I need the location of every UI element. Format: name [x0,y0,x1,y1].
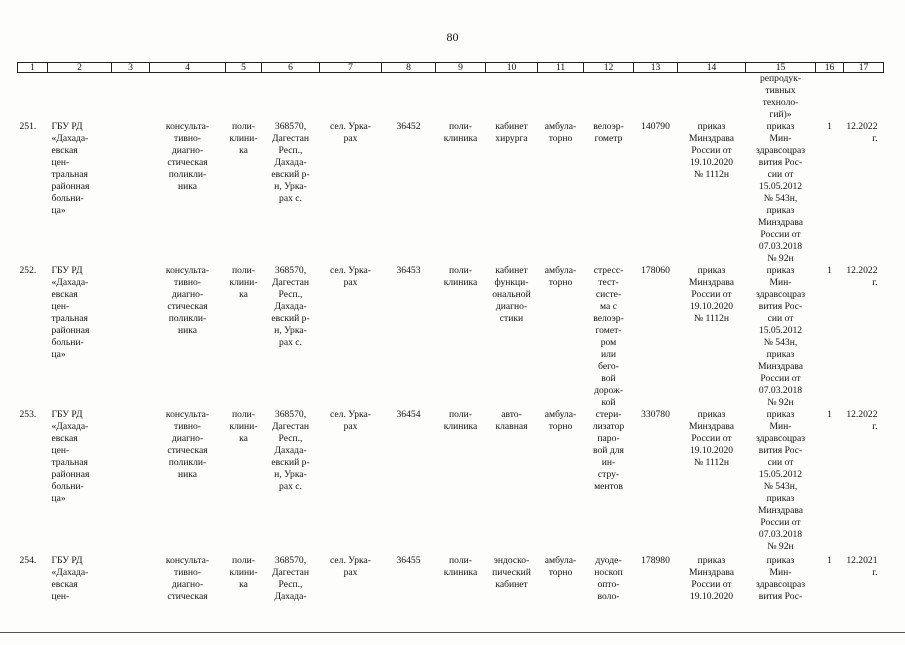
cell-c4: консульта- тивно- диагно- стическая поликли- ника [165,409,210,480]
table-row [18,409,884,555]
cell-c11: амбула- торно [544,121,577,144]
cell-c5: поли- клини- ка [229,265,258,300]
page-number: 80 [446,30,459,44]
cell-c6: 368570, Дагестан Респ., Дахада- евский р- н, Урка- рах с. [271,121,310,204]
cell-c3 [112,409,150,555]
cell-n: 254. [19,555,37,566]
cell-c17: 12.2022 г. [846,121,878,144]
cell-c5: поли- клини- ка [229,555,258,590]
cell-c15: приказ Мин- здравсоцраз вития Рос- сии от 15.05.2012 № 543н, приказ Минздрава России от 07.03.2018 № 92н [755,265,806,408]
cell-c11: амбула- торно [544,265,577,288]
cell-n: 253. [19,409,37,420]
col-header: 15 [746,63,816,73]
table-row [18,121,884,265]
cell-c8: 36454 [396,409,421,420]
cell-c15: приказ Мин- здравсоцраз вития Рос- сии от 15.05.2012 № 543н, приказ Минздрава России от 07.03.2018 № 92н [755,409,806,552]
cell-c10: эндоско- пический кабинет [492,555,531,590]
cell-c13: 178980 [641,555,670,566]
col-header: 10 [486,63,538,73]
cell-c6: 368570, Дагестан Респ., Дахада- евский р- н, Урка- рах с. [271,409,310,492]
cell-c12: стери- лизатор паро- вой для ин- стру- ментов [592,409,625,492]
col-header: 9 [436,63,486,73]
cell-c15: приказ Мин- здравсоцраз вития Рос- [755,555,806,602]
col-header: 2 [48,63,112,73]
cell-c9: поли- клиника [443,409,478,432]
cell-n: 252. [19,265,37,276]
cell-c10: авто- клавная [495,409,528,432]
col-header: 13 [634,63,678,73]
cell-c7: сел. Урка- рах [330,121,371,144]
table-row [18,265,884,409]
col-header: 8 [382,63,436,73]
cell-c9: поли- клиника [443,265,478,288]
col-header: 5 [226,63,262,73]
cell-c14: приказ Минздрава России от 19.10.2020 № 1112н [688,409,734,468]
scan-edge-line [0,632,905,633]
cell-c10: кабинет функци- ональной диагно- стики [492,265,531,324]
column-number-header [18,63,884,73]
cell-c7: сел. Урка- рах [330,265,371,288]
cell-c7: сел. Урка- рах [330,555,371,578]
cell-c4: консульта- тивно- диагно- стическая поликли- ника [165,121,210,192]
cell-c16: 1 [827,121,832,132]
cell-c12: стресс- тест- систе- ма с велоэр- гомет- ром или бего- вой дорож- кой [593,265,624,408]
cell-c16: 1 [827,555,832,566]
cell-c7: сел. Урка- рах [330,409,371,432]
cell-c3 [112,121,150,265]
cell-c13: 330780 [641,409,670,420]
cell-c14: приказ Минздрава России от 19.10.2020 № 1112н [688,265,734,324]
col-header: 12 [584,63,634,73]
cell-c15: приказ Мин- здравсоцраз вития Рос- сии от 15.05.2012 № 543н, приказ Минздрава России от 07.03.2018 № 92н [755,121,806,264]
cell-c17: 12.2022 г. [846,265,878,288]
cell-c4: консульта- тивно- диагно- стическая поликли- ника [165,265,210,336]
cell-c5: поли- клини- ка [229,121,258,156]
col-header: 1 [18,63,48,73]
cell-c6: 368570, Дагестан Респ., Дахада- евский р- н, Урка- рах с. [271,265,310,348]
cell-c2: ГБУ РД «Дахада- евская цен- тральная районная больни- ца» [51,409,90,504]
cell-c12: велоэр- гометр [593,121,624,144]
cell-c9: поли- клиника [443,121,478,144]
cell-c5: поли- клини- ка [229,409,258,444]
carryover-text: репродук- тивных техноло- гий)» [759,73,802,120]
cell-c14: приказ Минздрава России от 19.10.2020 № 1112н [688,121,734,180]
cell-c2: ГБУ РД «Дахада- евская цен- тральная районная больни- ца» [51,265,90,360]
cell-c11: амбула- торно [544,409,577,432]
col-header: 14 [678,63,746,73]
cell-c4: консульта- тивно- диагно- стическая [165,555,210,602]
cell-c9: поли- клиника [443,555,478,578]
col-header: 11 [538,63,584,73]
cell-c2: ГБУ РД «Дахада- евская цен- тральная районная больни- ца» [51,121,90,216]
col-header: 3 [112,63,150,73]
cell-c11: амбула- торно [544,555,577,578]
col-header: 17 [844,63,884,73]
cell-c3 [112,265,150,409]
cell-c2: ГБУ РД «Дахада- евская цен- [51,555,89,602]
cell-c10: кабинет хирурга [495,121,528,144]
cell-c14: приказ Минздрава России от 19.10.2020 [688,555,734,602]
cell-c8: 36455 [396,555,421,566]
col-header: 7 [320,63,382,73]
col-header: 4 [150,63,226,73]
cell-c8: 36453 [396,265,421,276]
cell-c17: 12.2022 г. [846,409,878,432]
cell-c6: 368570, Дагестан Респ., Дахада- [271,555,310,602]
cell-c12: дуоде- носкоп опто- воло- [594,555,623,602]
carryover-row [18,73,884,122]
cell-n: 251. [19,121,37,132]
cell-c8: 36452 [396,121,421,132]
equipment-table [17,62,884,645]
cell-c13: 178060 [641,265,670,276]
col-header: 6 [262,63,320,73]
cell-c16: 1 [827,265,832,276]
cell-c13: 140790 [641,121,670,132]
cell-c16: 1 [827,409,832,420]
cell-c17: 12.2021 г. [846,555,878,578]
col-header: 16 [816,63,844,73]
